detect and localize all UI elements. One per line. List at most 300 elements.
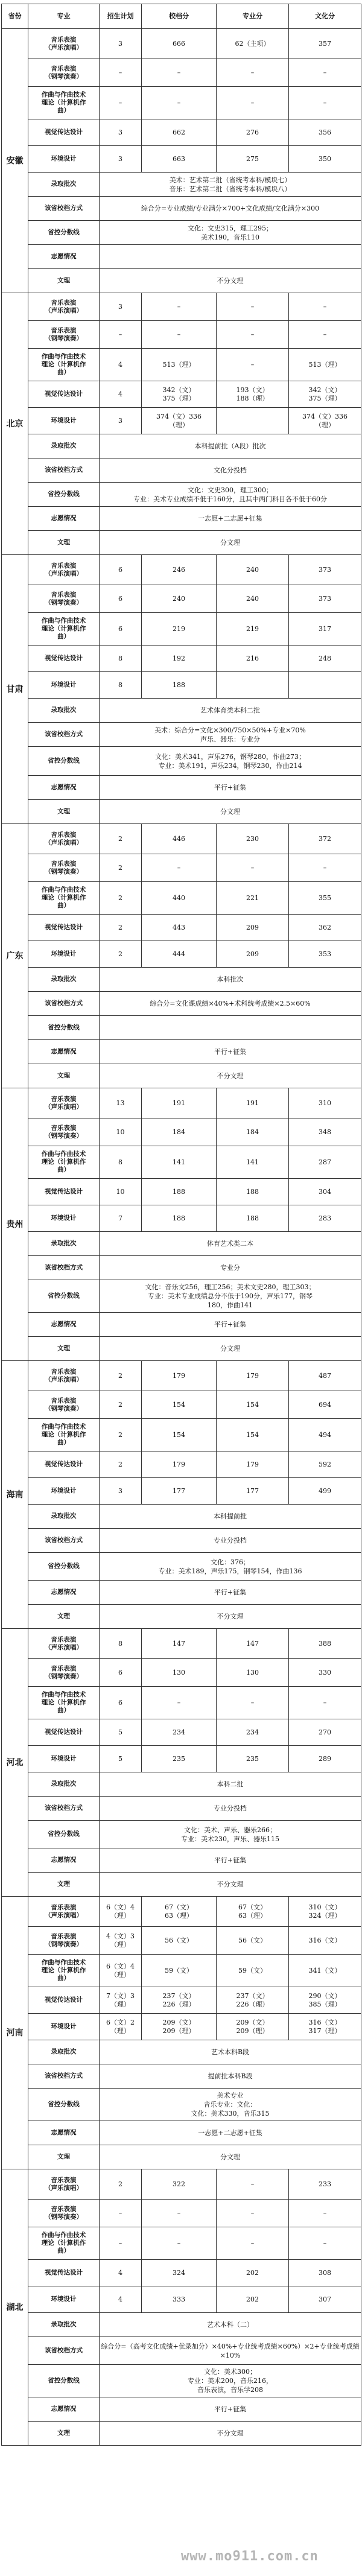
info-value	[100, 1016, 361, 1040]
major-cell: 环境设计	[28, 408, 100, 434]
culture-score-cell: 317	[289, 613, 361, 646]
culture-score-cell: –	[289, 2200, 361, 2227]
culture-score-cell: –	[289, 293, 361, 321]
major-cell: 音乐表演 （声乐演唱）	[28, 824, 100, 854]
file-score-cell: 191	[142, 1088, 217, 1118]
province-cell: 安徽	[2, 29, 28, 293]
plan-cell: 4	[100, 381, 142, 408]
info-value: 艺术本科B段	[100, 2040, 361, 2064]
info-label: 省控分数线	[28, 1280, 100, 1313]
info-value: 专业分投档	[100, 1797, 361, 1821]
info-value: 分文理	[100, 531, 361, 555]
info-label: 该省校档方式	[28, 1256, 100, 1280]
professional-score-cell: 59（文）	[217, 1955, 289, 1987]
province-cell: 河北	[2, 1629, 28, 1897]
table-row	[2, 2337, 361, 2365]
table-row	[2, 1064, 361, 1088]
info-label: 录取批次	[28, 173, 100, 197]
plan-cell: 2	[100, 854, 142, 882]
major-cell: 视觉传达设计	[28, 1719, 100, 1746]
table-row	[2, 1687, 361, 1719]
table-row	[2, 1581, 361, 1605]
table-row	[2, 1553, 361, 1581]
table-row	[2, 699, 361, 723]
plan-cell: 13	[100, 1088, 142, 1118]
culture-score-cell: 592	[289, 1451, 361, 1478]
info-value: 美术：艺术第二批（省统考本科/模块七） 音乐：艺术第二批（省统考本科/模块八）	[100, 173, 361, 197]
file-score-cell: 662	[142, 119, 217, 146]
table-row	[2, 1016, 361, 1040]
table-row	[2, 585, 361, 613]
culture-score-cell: 356	[289, 119, 361, 146]
professional-score-cell: 209	[217, 915, 289, 941]
info-label: 录取批次	[28, 699, 100, 723]
table-row	[2, 2422, 361, 2446]
plan-cell: 3	[100, 1478, 142, 1505]
culture-score-cell: –	[289, 59, 361, 87]
info-label: 省控分数线	[28, 747, 100, 776]
table-row	[2, 1205, 361, 1232]
professional-score-cell: –	[217, 349, 289, 381]
info-value: 美术：综合分=文化×300/750×50%+专业×70% 声乐、器乐：专业分	[100, 723, 361, 747]
table-row	[2, 672, 361, 699]
info-value: 本科批次	[100, 968, 361, 992]
info-value: 一志愿+二志愿+征集	[100, 507, 361, 531]
professional-score-cell: 188	[217, 1179, 289, 1205]
culture-score-cell: 355	[289, 882, 361, 915]
professional-score-cell: 191	[217, 1088, 289, 1118]
major-cell: 视觉传达设计	[28, 915, 100, 941]
major-cell: 作曲与作曲技术 理论（计算机作 曲）	[28, 1146, 100, 1179]
info-label: 该省校档方式	[28, 1529, 100, 1553]
info-value: 平行+征集	[100, 1313, 361, 1337]
file-score-cell: 154	[142, 1419, 217, 1451]
info-value: 文化：美术341，声乐276，钢琴280，作曲273； 专业：美术191，声乐234，钢琴230，作曲214	[100, 747, 361, 776]
table-row	[2, 1659, 361, 1687]
info-value: 文化：文史300，理工300； 专业：美术专业成绩不低于160分，且其中两门科目各不低于60分	[100, 483, 361, 507]
table-row	[2, 1897, 361, 1927]
table-row	[2, 59, 361, 87]
major-cell: 环境设计	[28, 146, 100, 173]
plan-cell: 6	[100, 555, 142, 585]
file-score-cell: 240	[142, 585, 217, 613]
plan-cell: 6	[100, 585, 142, 613]
info-value: 本科提前批（A段）批次	[100, 434, 361, 458]
table-row	[2, 173, 361, 197]
file-score-cell: 56（文）	[142, 1927, 217, 1955]
plan-cell: 2	[100, 2169, 142, 2200]
major-cell: 音乐表演 （钢琴演奏）	[28, 1927, 100, 1955]
table-row	[2, 1529, 361, 1553]
table-row	[2, 1419, 361, 1451]
table-row	[2, 245, 361, 269]
professional-score-cell: 240	[217, 555, 289, 585]
major-cell: 环境设计	[28, 2286, 100, 2313]
professional-score-cell: –	[217, 2200, 289, 2227]
file-score-cell: –	[142, 854, 217, 882]
plan-cell: 3	[100, 119, 142, 146]
header-major: 专业	[28, 4, 100, 29]
file-score-cell: 179	[142, 1361, 217, 1391]
culture-score-cell: 373	[289, 585, 361, 613]
info-value: 平行+征集	[100, 1040, 361, 1064]
info-value: 不分文理	[100, 1873, 361, 1897]
culture-score-cell: 362	[289, 915, 361, 941]
professional-score-cell	[217, 672, 289, 699]
culture-score-cell: 290（文） 385（理）	[289, 1987, 361, 2014]
file-score-cell: 147	[142, 1629, 217, 1659]
file-score-cell: –	[142, 321, 217, 349]
culture-score-cell: 341（文）	[289, 1955, 361, 1987]
major-cell: 音乐表演 （声乐演唱）	[28, 1361, 100, 1391]
info-label: 文理	[28, 2145, 100, 2169]
province-cell: 北京	[2, 293, 28, 555]
professional-score-cell: 202	[217, 2260, 289, 2286]
culture-score-cell: –	[289, 1687, 361, 1719]
professional-score-cell: 141	[217, 1146, 289, 1179]
professional-score-cell: –	[217, 321, 289, 349]
table-row	[2, 2313, 361, 2337]
province-cell: 湖北	[2, 2169, 28, 2446]
major-cell: 作曲与作曲技术 理论（计算机作 曲）	[28, 1687, 100, 1719]
info-value: 专业分	[100, 1256, 361, 1280]
file-score-cell: 324	[142, 2260, 217, 2286]
info-label: 文理	[28, 1605, 100, 1629]
table-row	[2, 1772, 361, 1797]
table-row	[2, 29, 361, 59]
info-label: 省控分数线	[28, 221, 100, 245]
table-row	[2, 1719, 361, 1746]
table-row	[2, 968, 361, 992]
table-row	[2, 992, 361, 1016]
table-row	[2, 2169, 361, 2200]
professional-score-cell: 202	[217, 2286, 289, 2313]
table-row	[2, 1987, 361, 2014]
major-cell: 音乐表演 （钢琴演奏）	[28, 585, 100, 613]
table-row	[2, 1337, 361, 1361]
info-value: 文化分投档	[100, 458, 361, 483]
culture-score-cell: 388	[289, 1629, 361, 1659]
major-cell: 作曲与作曲技术 理论（计算机作 曲）	[28, 882, 100, 915]
info-label: 该省校档方式	[28, 1797, 100, 1821]
info-label: 录取批次	[28, 2313, 100, 2337]
plan-cell: 3	[100, 293, 142, 321]
plan-cell: 8	[100, 1629, 142, 1659]
file-score-cell: 374（文）336 （理）	[142, 408, 217, 434]
major-cell: 音乐表演 （钢琴演奏）	[28, 321, 100, 349]
culture-score-cell: 374（文）336 （理）	[289, 408, 361, 434]
info-label: 该省校档方式	[28, 992, 100, 1016]
professional-score-cell: –	[217, 2227, 289, 2260]
plan-cell: 5	[100, 1719, 142, 1746]
plan-cell: 2	[100, 1419, 142, 1451]
table-row	[2, 613, 361, 646]
table-row	[2, 483, 361, 507]
info-label: 志愿情况	[28, 1581, 100, 1605]
file-score-cell: 246	[142, 555, 217, 585]
info-label: 该省校档方式	[28, 2064, 100, 2089]
table-row	[2, 747, 361, 776]
culture-score-cell: –	[289, 87, 361, 119]
culture-score-cell: 289	[289, 1746, 361, 1772]
info-label: 省控分数线	[28, 2365, 100, 2397]
culture-score-cell: 694	[289, 1391, 361, 1419]
file-score-cell: 130	[142, 1659, 217, 1687]
table-row	[2, 1478, 361, 1505]
info-label: 该省校档方式	[28, 197, 100, 221]
plan-cell: –	[100, 87, 142, 119]
file-score-cell: 513（理）	[142, 349, 217, 381]
major-cell: 环境设计	[28, 672, 100, 699]
table-row	[2, 2121, 361, 2145]
table-row	[2, 2064, 361, 2089]
table-row	[2, 1821, 361, 1848]
major-cell: 音乐表演 （钢琴演奏）	[28, 1659, 100, 1687]
table-row	[2, 1797, 361, 1821]
file-score-cell: –	[142, 293, 217, 321]
table-row	[2, 197, 361, 221]
plan-cell: 8	[100, 1146, 142, 1179]
info-value: 体育艺术类二本	[100, 1232, 361, 1256]
info-label: 志愿情况	[28, 2121, 100, 2145]
file-score-cell: 443	[142, 915, 217, 941]
table-row	[2, 800, 361, 824]
major-cell: 音乐表演 （声乐演唱）	[28, 1897, 100, 1927]
plan-cell: 8	[100, 646, 142, 672]
table-row	[2, 2040, 361, 2064]
major-cell: 音乐表演 （声乐演唱）	[28, 29, 100, 59]
major-cell: 作曲与作曲技术 理论（计算机作 曲）	[28, 349, 100, 381]
file-score-cell: –	[142, 59, 217, 87]
info-value: 文化：美术300； 专业：美术200，音乐216， 音乐表演，音乐学208	[100, 2365, 361, 2397]
file-score-cell: –	[142, 2227, 217, 2260]
professional-score-cell: 216	[217, 646, 289, 672]
table-row	[2, 2227, 361, 2260]
info-value: 文化：376； 专业：美术189，声乐175，钢琴154，作曲136	[100, 1553, 361, 1581]
info-label: 志愿情况	[28, 1848, 100, 1873]
table-row	[2, 2089, 361, 2121]
major-cell: 视觉传达设计	[28, 2260, 100, 2286]
table-row	[2, 531, 361, 555]
table-row	[2, 646, 361, 672]
info-value: 文化：音乐文256，理工256；美术文史280，理工303； 专业：美术专业成绩总分不低于190分，声乐177，钢琴 180，作曲141	[100, 1280, 361, 1313]
major-cell: 音乐表演 （声乐演唱）	[28, 555, 100, 585]
info-label: 志愿情况	[28, 2397, 100, 2422]
table-row	[2, 1179, 361, 1205]
culture-score-cell	[289, 672, 361, 699]
table-row	[2, 434, 361, 458]
professional-score-cell: 154	[217, 1419, 289, 1451]
file-score-cell: 188	[142, 1205, 217, 1232]
info-label: 文理	[28, 1873, 100, 1897]
file-score-cell: 440	[142, 882, 217, 915]
major-cell: 视觉传达设计	[28, 1451, 100, 1478]
info-label: 志愿情况	[28, 245, 100, 269]
plan-cell: 6	[100, 1659, 142, 1687]
file-score-cell: 192	[142, 646, 217, 672]
culture-score-cell: 233	[289, 2169, 361, 2200]
table-row	[2, 915, 361, 941]
info-label: 文理	[28, 1337, 100, 1361]
culture-score-cell: 350	[289, 146, 361, 173]
table-row	[2, 2260, 361, 2286]
plan-cell: –	[100, 2227, 142, 2260]
file-score-cell: 234	[142, 1719, 217, 1746]
professional-score-cell: –	[217, 1687, 289, 1719]
header-professional-score: 专业分	[217, 4, 289, 29]
file-score-cell: –	[142, 1687, 217, 1719]
major-cell: 环境设计	[28, 1746, 100, 1772]
watermark-text: www.mo911.com.cn	[181, 2549, 319, 2564]
file-score-cell: 141	[142, 1146, 217, 1179]
culture-score-cell: 348	[289, 1118, 361, 1146]
table-row	[2, 349, 361, 381]
table-row	[2, 408, 361, 434]
plan-cell: 10	[100, 1179, 142, 1205]
professional-score-cell: –	[217, 2169, 289, 2200]
plan-cell: 8	[100, 672, 142, 699]
major-cell: 视觉传达设计	[28, 646, 100, 672]
plan-cell: 2	[100, 824, 142, 854]
plan-cell: 2	[100, 882, 142, 915]
info-value: 分文理	[100, 2145, 361, 2169]
professional-score-cell: 177	[217, 1478, 289, 1505]
info-label: 文理	[28, 531, 100, 555]
culture-score-cell: 287	[289, 1146, 361, 1179]
plan-cell: 7	[100, 1205, 142, 1232]
major-cell: 音乐表演 （声乐演唱）	[28, 1088, 100, 1118]
plan-cell: 6	[100, 1687, 142, 1719]
file-score-cell: 666	[142, 29, 217, 59]
table-row	[2, 1118, 361, 1146]
file-score-cell: 235	[142, 1746, 217, 1772]
info-label: 文理	[28, 2422, 100, 2446]
file-score-cell: 209（文） 209（理）	[142, 2014, 217, 2040]
header-plan: 招生计划	[100, 4, 142, 29]
plan-cell: 10	[100, 1118, 142, 1146]
file-score-cell: 444	[142, 941, 217, 968]
culture-score-cell: 499	[289, 1478, 361, 1505]
table-row	[2, 2200, 361, 2227]
info-label: 省控分数线	[28, 1016, 100, 1040]
major-cell: 音乐表演 （钢琴演奏）	[28, 59, 100, 87]
major-cell: 环境设计	[28, 941, 100, 968]
culture-score-cell: 248	[289, 646, 361, 672]
plan-cell: 6（文）2 （理）	[100, 2014, 142, 2040]
info-value: 专业分投档	[100, 1529, 361, 1553]
major-cell: 环境设计	[28, 1205, 100, 1232]
info-value: 艺术本科（二）	[100, 2313, 361, 2337]
info-value: 分文理	[100, 800, 361, 824]
culture-score-cell: 270	[289, 1719, 361, 1746]
professional-score-cell: 209（文） 209（理）	[217, 2014, 289, 2040]
info-value: 不分文理	[100, 1605, 361, 1629]
info-value: 不分文理	[100, 2422, 361, 2446]
professional-score-cell: 276	[217, 119, 289, 146]
major-cell: 作曲与作曲技术 理论（计算机作 曲）	[28, 1955, 100, 1987]
plan-cell: 2	[100, 1391, 142, 1419]
major-cell: 视觉传达设计	[28, 381, 100, 408]
culture-score-cell: 310（文） 324（理）	[289, 1897, 361, 1927]
table-row	[2, 941, 361, 968]
file-score-cell: 663	[142, 146, 217, 173]
table-row	[2, 882, 361, 915]
info-value: 本科二批	[100, 1772, 361, 1797]
table-row	[2, 1361, 361, 1391]
table-row	[2, 2286, 361, 2313]
admission-scores-table	[1, 4, 361, 2446]
header-culture-score: 文化分	[289, 4, 361, 29]
professional-score-cell: 147	[217, 1629, 289, 1659]
info-label: 省控分数线	[28, 2089, 100, 2121]
table-row	[2, 2365, 361, 2397]
table-row	[2, 1256, 361, 1280]
professional-score-cell: –	[217, 87, 289, 119]
professional-score-cell: 234	[217, 1719, 289, 1746]
professional-score-cell: 154	[217, 1391, 289, 1419]
professional-score-cell	[217, 408, 289, 434]
table-row	[2, 1451, 361, 1478]
info-label: 志愿情况	[28, 507, 100, 531]
table-row	[2, 824, 361, 854]
table-row	[2, 293, 361, 321]
table-row	[2, 1313, 361, 1337]
major-cell: 音乐表演 （声乐演唱）	[28, 293, 100, 321]
table-header-row	[2, 4, 361, 29]
table-row	[2, 269, 361, 293]
info-value: 文化：美术、声乐、器乐266； 专业：美术230，声乐、器乐115	[100, 1821, 361, 1848]
professional-score-cell: 56（文）	[217, 1927, 289, 1955]
file-score-cell: 179	[142, 1451, 217, 1478]
plan-cell: –	[100, 321, 142, 349]
culture-score-cell: 310	[289, 1088, 361, 1118]
plan-cell: 6	[100, 613, 142, 646]
info-value: 综合分=专业成绩/专业满分×700+文化成绩/文化满分×300	[100, 197, 361, 221]
file-score-cell: 237（文） 226（理）	[142, 1987, 217, 2014]
province-cell: 河南	[2, 1897, 28, 2169]
culture-score-cell: 308	[289, 2260, 361, 2286]
table-row	[2, 1848, 361, 1873]
plan-cell: 5	[100, 1746, 142, 1772]
major-cell: 音乐表演 （钢琴演奏）	[28, 1118, 100, 1146]
table-row	[2, 723, 361, 747]
table-row	[2, 1629, 361, 1659]
table-row	[2, 1088, 361, 1118]
table-body	[2, 29, 361, 2446]
professional-score-cell: 230	[217, 824, 289, 854]
table-row	[2, 2145, 361, 2169]
file-score-cell: –	[142, 87, 217, 119]
info-label: 省控分数线	[28, 483, 100, 507]
table-row	[2, 1505, 361, 1529]
info-value: 综合分=文化课成绩×40%+术科统考成绩×2.5×60%	[100, 992, 361, 1016]
info-label: 志愿情况	[28, 776, 100, 800]
file-score-cell: –	[142, 2200, 217, 2227]
culture-score-cell: 487	[289, 1361, 361, 1391]
culture-score-cell: 357	[289, 29, 361, 59]
file-score-cell: 219	[142, 613, 217, 646]
culture-score-cell: 373	[289, 555, 361, 585]
info-value: 艺术体育类本科二批	[100, 699, 361, 723]
plan-cell: 2	[100, 941, 142, 968]
culture-score-cell: –	[289, 321, 361, 349]
table-row	[2, 1232, 361, 1256]
province-cell: 甘肃	[2, 555, 28, 824]
plan-cell: –	[100, 59, 142, 87]
info-label: 录取批次	[28, 1505, 100, 1529]
file-score-cell: 67（文） 63（理）	[142, 1897, 217, 1927]
culture-score-cell: 372	[289, 824, 361, 854]
